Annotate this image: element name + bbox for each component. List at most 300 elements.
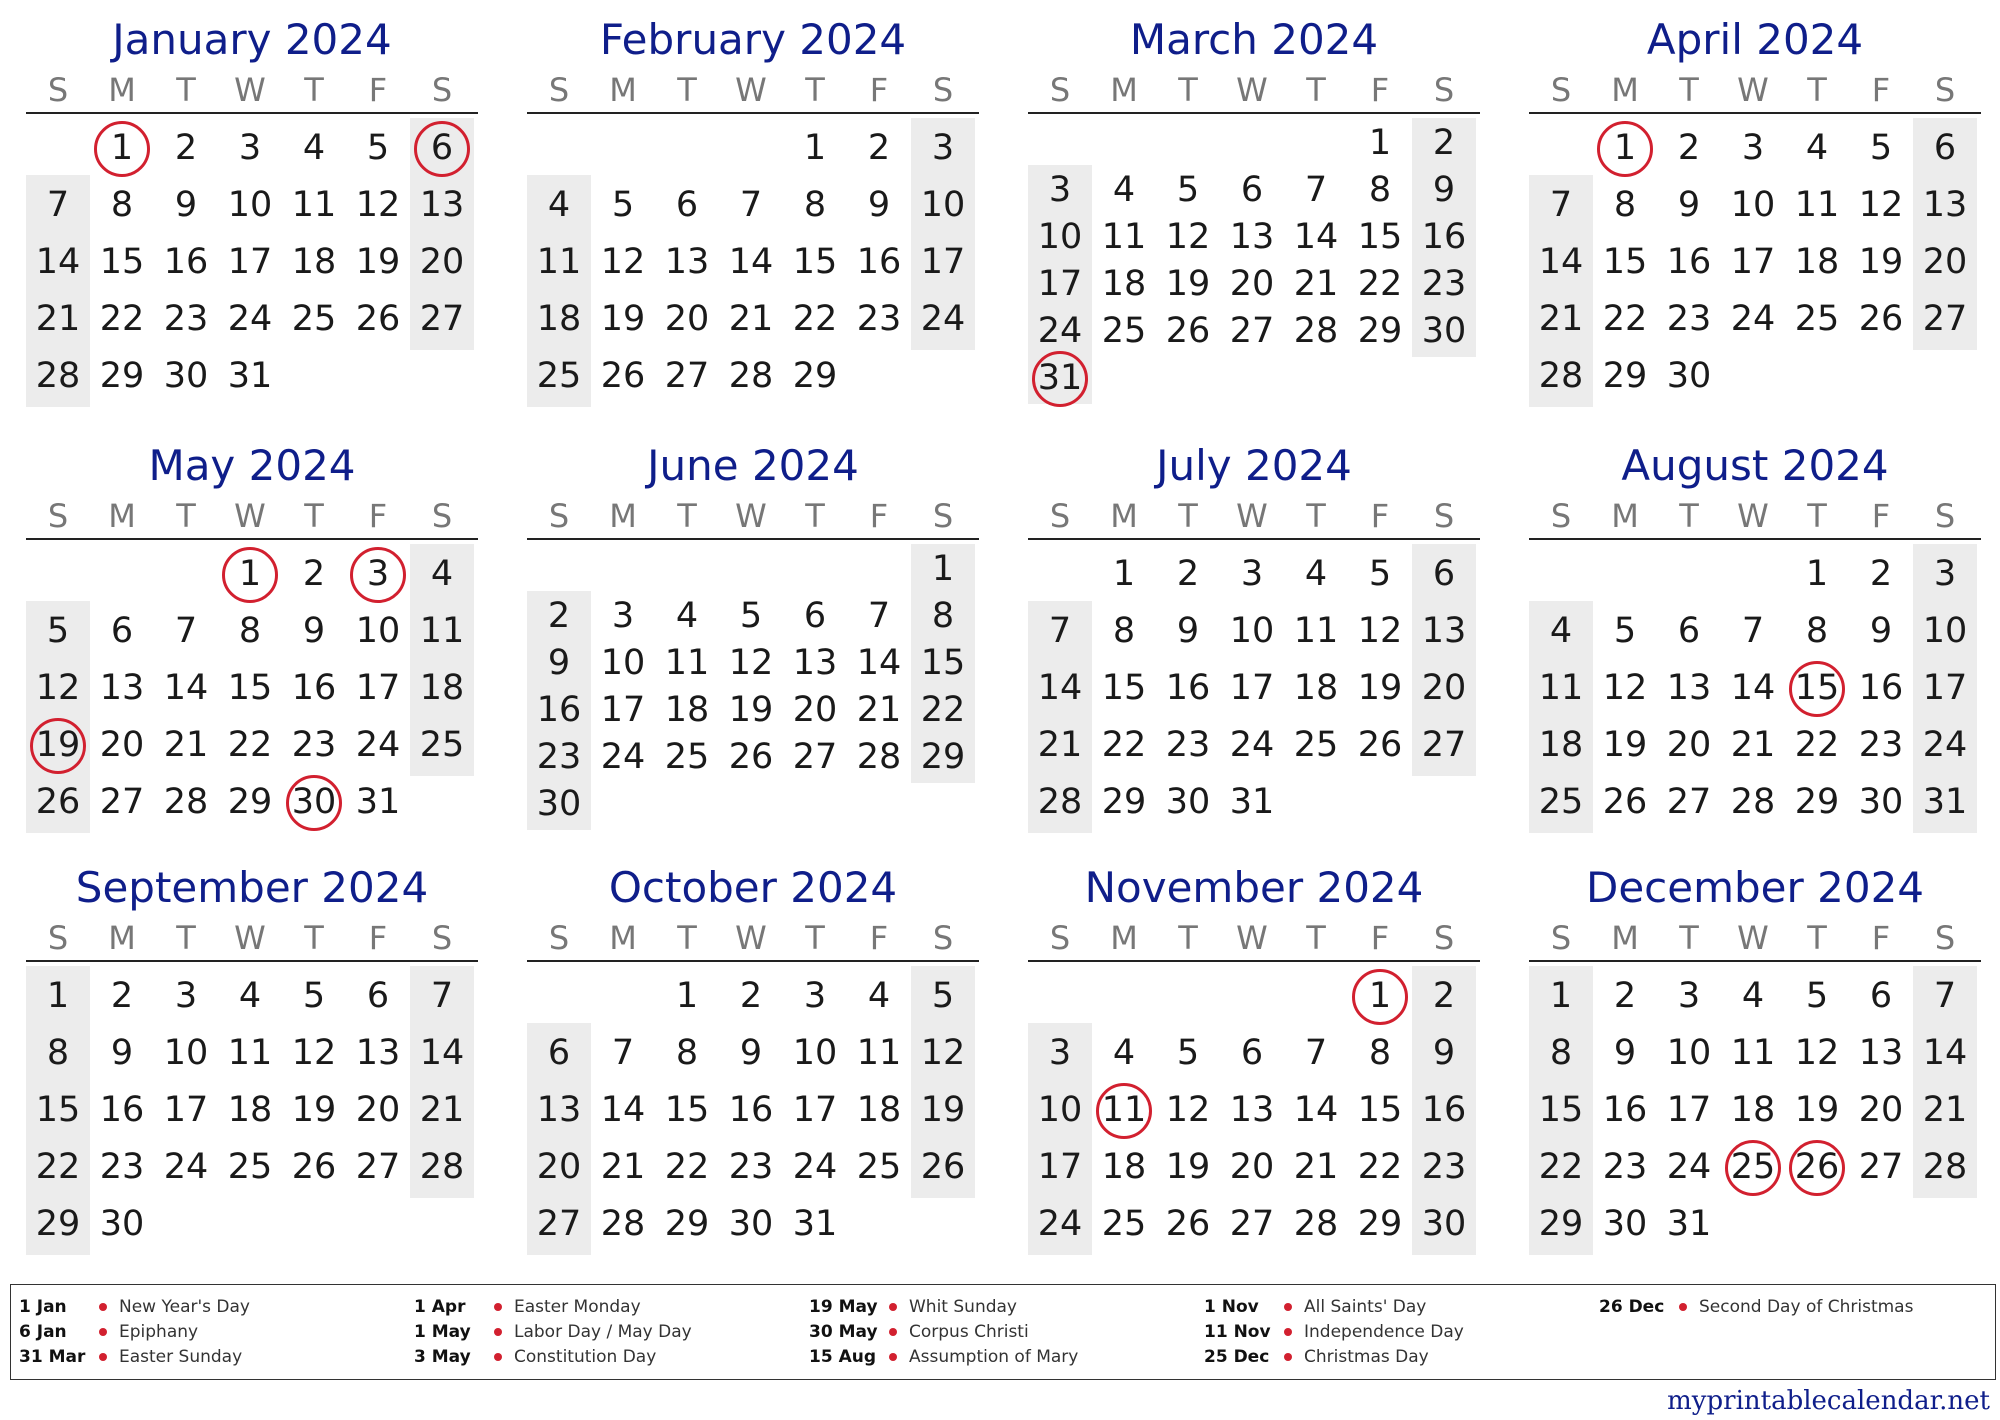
weekday-header: M [1611, 497, 1639, 535]
day-cell: 12 [291, 1033, 337, 1073]
weekday-header: F [869, 71, 889, 109]
day-cell: 9 [1869, 611, 1893, 651]
day-cell: 27 [355, 1147, 401, 1187]
day-cell: 30 [99, 1204, 145, 1244]
day-cell: 31 [792, 1204, 838, 1244]
day-cell: 26 [728, 737, 774, 777]
holiday-date: 1 Jan [19, 1297, 67, 1317]
day-cell: 2 [110, 976, 134, 1016]
day-cell: 4 [302, 128, 326, 168]
day-cell: 22 [792, 299, 838, 339]
day-cell: 3 [611, 596, 635, 636]
day-cell: 7 [430, 976, 454, 1016]
day-cell: 14 [163, 668, 209, 708]
weekday-header-row [26, 916, 478, 962]
holiday-day-cell: 1 [90, 120, 154, 177]
day-cell: 1 [1549, 976, 1573, 1016]
day-cell: 3 [1677, 976, 1701, 1016]
day-cell: 23 [1602, 1147, 1648, 1187]
legend-item [19, 1295, 409, 1320]
day-cell: 11 [291, 185, 337, 225]
day-cell: 11 [1538, 668, 1584, 708]
month-title: December 2024 [1585, 863, 1925, 912]
day-cell: 5 [46, 611, 70, 651]
day-cell: 30 [1165, 782, 1211, 822]
day-cell: 6 [547, 1033, 571, 1073]
day-cell: 25 [536, 356, 582, 396]
day-cell: 25 [1538, 782, 1584, 822]
day-cell: 18 [536, 299, 582, 339]
month-title: May 2024 [148, 441, 356, 490]
day-cell: 13 [1922, 185, 1968, 225]
day-cell: 24 [1037, 311, 1083, 351]
day-cell: 8 [1112, 611, 1136, 651]
day-cell: 15 [792, 242, 838, 282]
day-cell: 8 [46, 1033, 70, 1073]
day-cell: 24 [227, 299, 273, 339]
day-cell: 16 [1602, 1090, 1648, 1130]
day-cell: 13 [1666, 668, 1712, 708]
weekday-header: M [108, 71, 136, 109]
day-cell: 9 [302, 611, 326, 651]
day-grid [1529, 540, 1981, 837]
month-may [26, 438, 478, 837]
weekday-header: T [805, 497, 825, 535]
day-cell: 8 [1549, 1033, 1573, 1073]
legend-item [809, 1320, 1199, 1345]
legend-column [809, 1295, 1199, 1370]
holiday-day-cell: 1 [1348, 968, 1412, 1025]
day-cell: 18 [664, 690, 710, 730]
holiday-name: Corpus Christi [909, 1322, 1029, 1342]
day-cell: 22 [1357, 264, 1403, 304]
day-cell: 17 [600, 690, 646, 730]
day-cell: 22 [664, 1147, 710, 1187]
site-url[interactable]: myprintablecalendar.net [1667, 1386, 1990, 1416]
day-cell: 20 [1421, 668, 1467, 708]
day-cell: 10 [227, 185, 273, 225]
weekday-header: T [304, 919, 324, 957]
holiday-date: 1 Nov [1204, 1297, 1259, 1317]
weekday-header: T [1807, 497, 1827, 535]
day-cell: 25 [856, 1147, 902, 1187]
weekday-header: F [368, 497, 388, 535]
day-cell: 5 [1805, 976, 1829, 1016]
day-cell: 17 [920, 242, 966, 282]
weekday-header: W [234, 919, 266, 957]
day-cell: 29 [1357, 311, 1403, 351]
weekday-header: F [1370, 497, 1390, 535]
day-cell: 21 [1538, 299, 1584, 339]
weekday-header: S [548, 919, 570, 957]
legend-column [414, 1295, 804, 1370]
day-cell: 2 [1176, 554, 1200, 594]
holiday-date: 15 Aug [809, 1347, 877, 1367]
holiday-date: 30 May [809, 1322, 878, 1342]
weekday-header: T [677, 497, 697, 535]
legend-column [1204, 1295, 1594, 1370]
day-cell: 7 [611, 1033, 635, 1073]
day-cell: 10 [1730, 185, 1776, 225]
day-cell: 24 [1229, 725, 1275, 765]
day-cell: 12 [920, 1033, 966, 1073]
weekday-header: M [1611, 919, 1639, 957]
day-cell: 13 [792, 643, 838, 683]
day-cell: 24 [600, 737, 646, 777]
day-cell: 27 [664, 356, 710, 396]
day-grid [26, 962, 478, 1259]
holiday-date: 19 May [809, 1297, 878, 1317]
holiday-name: Constitution Day [514, 1347, 657, 1367]
day-cell: 13 [536, 1090, 582, 1130]
month-december [1529, 860, 1981, 1259]
weekday-header: S [1550, 71, 1572, 109]
day-grid [527, 962, 979, 1259]
day-cell: 6 [1432, 554, 1456, 594]
day-cell: 18 [419, 668, 465, 708]
day-cell: 22 [227, 725, 273, 765]
day-cell: 4 [1112, 170, 1136, 210]
day-cell: 9 [1176, 611, 1200, 651]
weekday-header: T [176, 919, 196, 957]
month-title: August 2024 [1621, 441, 1889, 490]
day-cell: 29 [99, 356, 145, 396]
day-cell: 24 [1037, 1204, 1083, 1244]
day-cell: 28 [163, 782, 209, 822]
month-title: October 2024 [608, 863, 898, 912]
weekday-header: S [932, 497, 954, 535]
day-cell: 18 [1293, 668, 1339, 708]
day-cell: 14 [1730, 668, 1776, 708]
holiday-name: Whit Sunday [909, 1297, 1017, 1317]
day-cell: 2 [739, 976, 763, 1016]
day-cell: 9 [174, 185, 198, 225]
day-cell: 30 [536, 784, 582, 824]
legend-item [1204, 1345, 1594, 1370]
day-cell: 21 [163, 725, 209, 765]
day-cell: 29 [664, 1204, 710, 1244]
holiday-name: All Saints' Day [1304, 1297, 1427, 1317]
day-cell: 28 [728, 356, 774, 396]
day-cell: 28 [600, 1204, 646, 1244]
weekday-header-row [1529, 68, 1981, 114]
holiday-date: 31 Mar [19, 1347, 86, 1367]
day-cell: 27 [536, 1204, 582, 1244]
bullet-dot-icon [99, 1303, 107, 1311]
day-cell: 27 [1666, 782, 1712, 822]
day-cell: 10 [1037, 217, 1083, 257]
day-cell: 10 [600, 643, 646, 683]
day-cell: 14 [1538, 242, 1584, 282]
day-cell: 9 [110, 1033, 134, 1073]
day-cell: 26 [1602, 782, 1648, 822]
day-cell: 11 [856, 1033, 902, 1073]
day-cell: 9 [1677, 185, 1701, 225]
day-cell: 6 [1869, 976, 1893, 1016]
bullet-dot-icon [1284, 1353, 1292, 1361]
weekday-header: W [234, 497, 266, 535]
day-cell: 12 [1602, 668, 1648, 708]
day-cell: 27 [1421, 725, 1467, 765]
bullet-dot-icon [1284, 1328, 1292, 1336]
weekday-header: S [47, 71, 69, 109]
holiday-day-cell: 26 [1785, 1139, 1849, 1196]
day-cell: 3 [1240, 554, 1264, 594]
day-cell: 19 [1165, 1147, 1211, 1187]
day-cell: 9 [739, 1033, 763, 1073]
day-cell: 20 [1229, 264, 1275, 304]
day-cell: 20 [792, 690, 838, 730]
bullet-dot-icon [494, 1303, 502, 1311]
day-cell: 26 [1858, 299, 1904, 339]
day-cell: 27 [1922, 299, 1968, 339]
day-cell: 22 [1357, 1147, 1403, 1187]
weekday-header: T [176, 497, 196, 535]
day-cell: 7 [739, 185, 763, 225]
day-cell: 27 [1858, 1147, 1904, 1187]
weekday-header: M [1611, 71, 1639, 109]
day-cell: 17 [1730, 242, 1776, 282]
day-cell: 23 [291, 725, 337, 765]
weekday-header: T [805, 919, 825, 957]
legend-column [1599, 1295, 1989, 1320]
weekday-header-row [527, 916, 979, 962]
day-cell: 6 [1240, 170, 1264, 210]
holiday-name: Easter Monday [514, 1297, 641, 1317]
month-title: April 2024 [1646, 15, 1864, 64]
day-cell: 13 [1858, 1033, 1904, 1073]
day-cell: 30 [1858, 782, 1904, 822]
holiday-date: 25 Dec [1204, 1347, 1270, 1367]
day-cell: 24 [920, 299, 966, 339]
day-cell: 11 [536, 242, 582, 282]
day-cell: 9 [1613, 1033, 1637, 1073]
day-cell: 21 [419, 1090, 465, 1130]
holiday-legend [10, 1284, 1996, 1380]
day-cell: 19 [728, 690, 774, 730]
day-cell: 22 [1538, 1147, 1584, 1187]
day-cell: 30 [1421, 1204, 1467, 1244]
legend-item [1204, 1320, 1594, 1345]
day-cell: 19 [1602, 725, 1648, 765]
day-cell: 18 [1538, 725, 1584, 765]
day-cell: 17 [792, 1090, 838, 1130]
weekday-header: F [1871, 71, 1891, 109]
day-cell: 20 [1666, 725, 1712, 765]
day-cell: 24 [1922, 725, 1968, 765]
day-cell: 5 [1368, 554, 1392, 594]
day-cell: 12 [1165, 217, 1211, 257]
day-cell: 7 [1304, 1033, 1328, 1073]
day-cell: 17 [1229, 668, 1275, 708]
day-cell: 1 [803, 128, 827, 168]
weekday-header: T [1679, 497, 1699, 535]
bullet-dot-icon [494, 1353, 502, 1361]
day-cell: 15 [35, 1090, 81, 1130]
weekday-header: S [1934, 71, 1956, 109]
day-cell: 13 [419, 185, 465, 225]
month-november [1028, 860, 1480, 1259]
bullet-dot-icon [99, 1353, 107, 1361]
day-cell: 30 [163, 356, 209, 396]
day-cell: 14 [419, 1033, 465, 1073]
day-cell: 27 [419, 299, 465, 339]
day-cell: 6 [803, 596, 827, 636]
day-cell: 17 [227, 242, 273, 282]
day-cell: 2 [547, 596, 571, 636]
day-grid [1529, 962, 1981, 1259]
weekday-header: S [431, 71, 453, 109]
day-cell: 13 [1229, 217, 1275, 257]
day-cell: 17 [163, 1090, 209, 1130]
weekday-header: S [548, 71, 570, 109]
holiday-name: Easter Sunday [119, 1347, 243, 1367]
day-cell: 8 [1368, 170, 1392, 210]
weekday-header: T [677, 919, 697, 957]
day-cell: 1 [1805, 554, 1829, 594]
day-cell: 23 [99, 1147, 145, 1187]
day-cell: 23 [1666, 299, 1712, 339]
day-cell: 22 [1794, 725, 1840, 765]
weekday-header: S [1433, 71, 1455, 109]
weekday-header: T [1306, 919, 1326, 957]
day-cell: 18 [1730, 1090, 1776, 1130]
day-cell: 2 [1613, 976, 1637, 1016]
day-cell: 13 [664, 242, 710, 282]
day-grid [1529, 114, 1981, 411]
legend-item [1599, 1295, 1989, 1320]
day-cell: 31 [227, 356, 273, 396]
day-cell: 26 [920, 1147, 966, 1187]
weekday-header: T [1807, 71, 1827, 109]
month-october [527, 860, 979, 1259]
day-cell: 15 [99, 242, 145, 282]
day-cell: 6 [110, 611, 134, 651]
day-cell: 6 [1933, 128, 1957, 168]
day-cell: 18 [227, 1090, 273, 1130]
day-cell: 11 [227, 1033, 273, 1073]
holiday-day-cell: 3 [346, 546, 410, 603]
day-cell: 8 [675, 1033, 699, 1073]
day-cell: 12 [35, 668, 81, 708]
day-cell: 3 [1933, 554, 1957, 594]
weekday-header: T [1178, 497, 1198, 535]
bullet-dot-icon [99, 1328, 107, 1336]
day-cell: 20 [536, 1147, 582, 1187]
day-cell: 23 [1421, 264, 1467, 304]
day-cell: 26 [355, 299, 401, 339]
month-february [527, 12, 979, 411]
bullet-dot-icon [1284, 1303, 1292, 1311]
day-cell: 14 [1293, 217, 1339, 257]
day-grid [1028, 540, 1480, 837]
day-cell: 16 [856, 242, 902, 282]
day-cell: 26 [35, 782, 81, 822]
day-cell: 21 [1730, 725, 1776, 765]
day-cell: 4 [1741, 976, 1765, 1016]
month-title: June 2024 [647, 441, 859, 490]
bullet-dot-icon [494, 1328, 502, 1336]
day-cell: 14 [600, 1090, 646, 1130]
legend-item [414, 1295, 804, 1320]
weekday-header: W [234, 71, 266, 109]
legend-column [19, 1295, 409, 1370]
day-cell: 2 [174, 128, 198, 168]
month-title: September 2024 [75, 863, 429, 912]
legend-item [809, 1295, 1199, 1320]
weekday-header: W [735, 919, 767, 957]
day-cell: 23 [1421, 1147, 1467, 1187]
holiday-date: 11 Nov [1204, 1322, 1271, 1342]
day-cell: 21 [1293, 264, 1339, 304]
day-cell: 9 [547, 643, 571, 683]
holiday-day-cell: 1 [1593, 120, 1657, 177]
day-cell: 2 [1432, 976, 1456, 1016]
day-cell: 12 [1858, 185, 1904, 225]
weekday-header: W [735, 497, 767, 535]
day-cell: 14 [856, 643, 902, 683]
day-cell: 20 [99, 725, 145, 765]
weekday-header: S [932, 71, 954, 109]
day-cell: 9 [867, 185, 891, 225]
day-cell: 19 [291, 1090, 337, 1130]
day-cell: 31 [1229, 782, 1275, 822]
day-cell: 30 [728, 1204, 774, 1244]
day-cell: 4 [675, 596, 699, 636]
day-cell: 3 [238, 128, 262, 168]
day-cell: 25 [664, 737, 710, 777]
day-cell: 5 [931, 976, 955, 1016]
legend-item [809, 1345, 1199, 1370]
day-cell: 21 [1037, 725, 1083, 765]
day-cell: 13 [1229, 1090, 1275, 1130]
day-cell: 31 [355, 782, 401, 822]
day-cell: 24 [792, 1147, 838, 1187]
day-cell: 2 [867, 128, 891, 168]
day-cell: 28 [1293, 311, 1339, 351]
weekday-header-row [1028, 494, 1480, 540]
day-cell: 17 [1037, 264, 1083, 304]
day-cell: 14 [1293, 1090, 1339, 1130]
day-cell: 30 [1421, 311, 1467, 351]
day-cell: 3 [1048, 170, 1072, 210]
holiday-day-cell: 11 [1092, 1082, 1156, 1139]
day-cell: 7 [1549, 185, 1573, 225]
month-july [1028, 438, 1480, 837]
day-cell: 5 [366, 128, 390, 168]
day-cell: 3 [174, 976, 198, 1016]
day-cell: 28 [856, 737, 902, 777]
holiday-date: 3 May [414, 1347, 471, 1367]
weekday-header: T [1807, 919, 1827, 957]
day-cell: 3 [931, 128, 955, 168]
day-cell: 29 [1538, 1204, 1584, 1244]
day-cell: 20 [664, 299, 710, 339]
weekday-header: W [1236, 71, 1268, 109]
day-cell: 16 [291, 668, 337, 708]
day-cell: 24 [163, 1147, 209, 1187]
day-cell: 4 [1805, 128, 1829, 168]
day-cell: 9 [1432, 1033, 1456, 1073]
holiday-day-cell: 1 [218, 546, 282, 603]
day-cell: 28 [35, 356, 81, 396]
day-cell: 12 [600, 242, 646, 282]
day-cell: 15 [1357, 1090, 1403, 1130]
weekday-header: S [1049, 919, 1071, 957]
legend-item [1204, 1295, 1594, 1320]
day-cell: 25 [1101, 311, 1147, 351]
weekday-header: W [735, 71, 767, 109]
